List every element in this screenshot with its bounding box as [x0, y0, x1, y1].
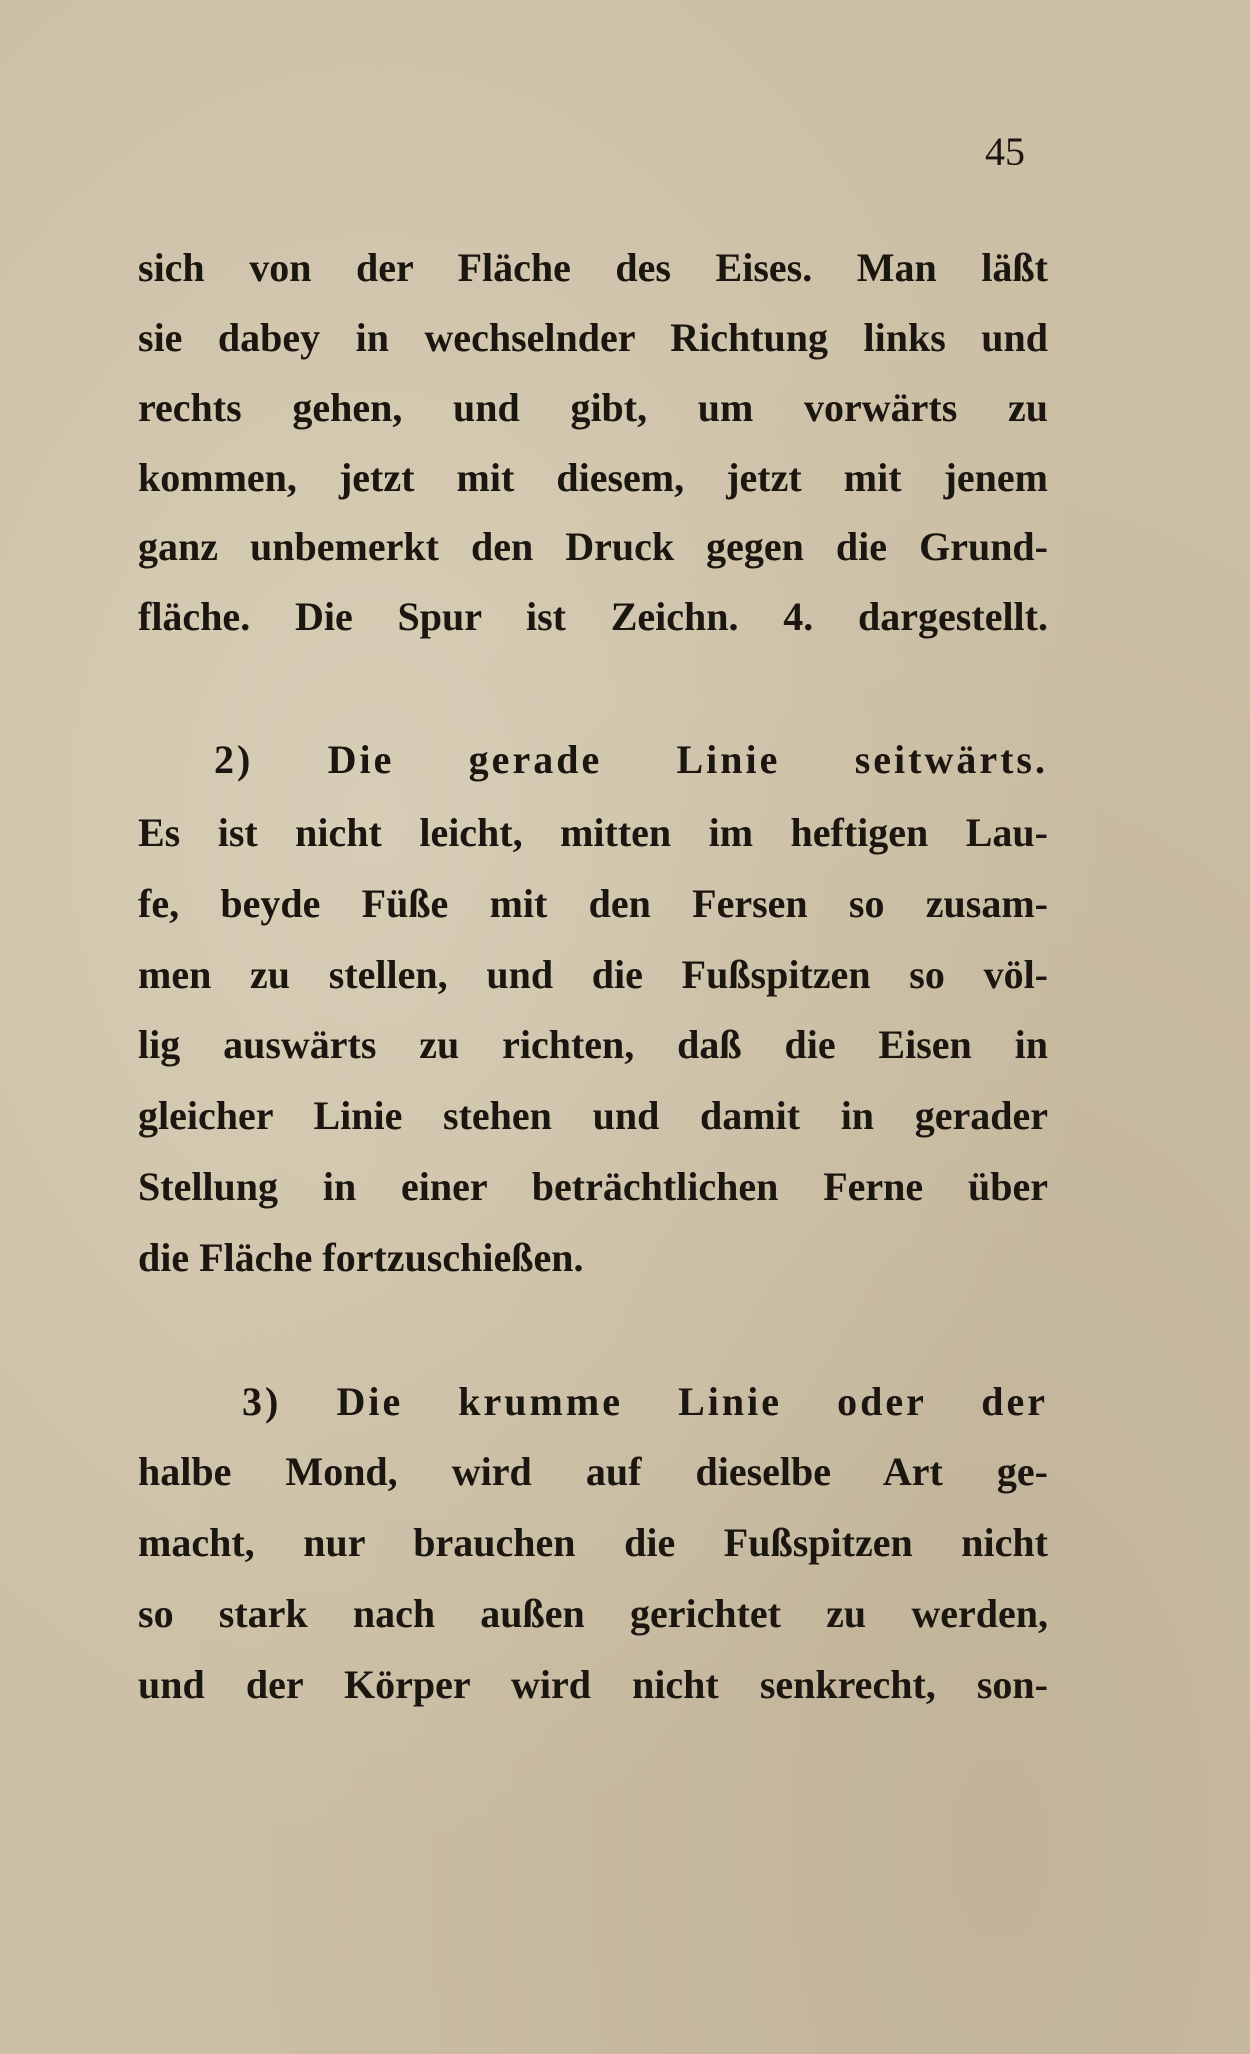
- text-line: fe, beyde Füße mit den Fersen so zusam-: [138, 881, 1048, 926]
- text-line: ganz unbemerkt den Druck gegen die Grund-: [138, 524, 1048, 569]
- text-line: die Fläche fortzuschießen.: [138, 1235, 584, 1280]
- text-line: men zu stellen, und die Fußspitzen so völ-: [138, 952, 1048, 997]
- text-line: so stark nach außen gerichtet zu werden,: [138, 1591, 1048, 1636]
- text-line: und der Körper wird nicht senkrecht, son-: [138, 1662, 1048, 1707]
- text-line: rechts gehen, und gibt, um vorwärts zu: [138, 385, 1048, 430]
- text-line: gleicher Linie stehen und damit in gerader: [138, 1093, 1048, 1138]
- section-heading: 3) Die krumme Linie oder der: [242, 1379, 1048, 1424]
- text-line: macht, nur brauchen die Fußspitzen nicht: [138, 1520, 1048, 1565]
- text-line: kommen, jetzt mit diesem, jetzt mit jenem: [138, 455, 1048, 500]
- text-line: Stellung in einer beträchtlichen Ferne über: [138, 1164, 1048, 1209]
- text-line: fläche. Die Spur ist Zeichn. 4. dargestellt.: [138, 594, 1048, 639]
- text-line: Es ist nicht leicht, mitten im heftigen Lau-: [138, 810, 1048, 855]
- text-line: sie dabey in wechselnder Richtung links und: [138, 315, 1048, 360]
- text-line: sich von der Fläche des Eises. Man läßt: [138, 245, 1048, 290]
- section-heading: 2) Die gerade Linie seitwärts.: [214, 737, 1048, 782]
- text-line: halbe Mond, wird auf dieselbe Art ge-: [138, 1449, 1048, 1494]
- text-line: lig auswärts zu richten, daß die Eisen in: [138, 1022, 1048, 1067]
- page-number: 45: [985, 129, 1025, 174]
